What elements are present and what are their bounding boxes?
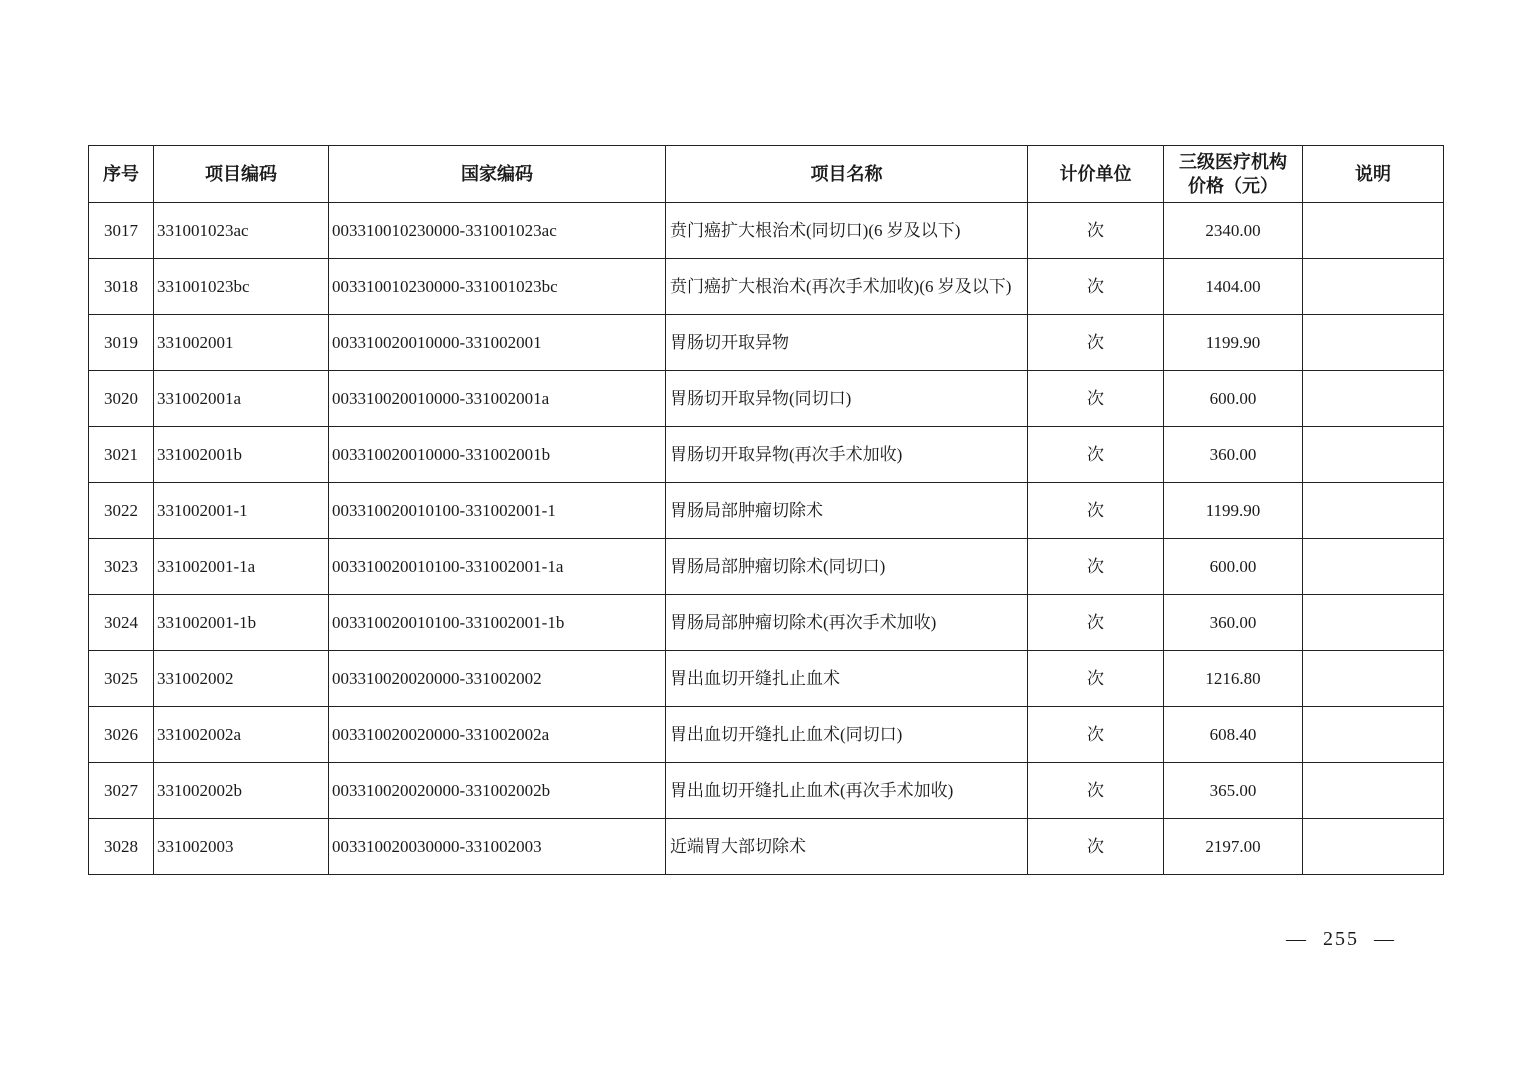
cell-note (1303, 371, 1444, 427)
cell-unit: 次 (1028, 819, 1164, 875)
cell-project-code: 331002002a (154, 707, 329, 763)
cell-unit: 次 (1028, 539, 1164, 595)
cell-national-code: 003310010230000-331001023ac (329, 203, 666, 259)
cell-note (1303, 763, 1444, 819)
cell-project-name: 胃出血切开缝扎止血术 (666, 651, 1028, 707)
cell-seq: 3023 (89, 539, 154, 595)
cell-unit: 次 (1028, 483, 1164, 539)
cell-seq: 3026 (89, 707, 154, 763)
cell-seq: 3028 (89, 819, 154, 875)
cell-project-code: 331002001a (154, 371, 329, 427)
cell-project-code: 331001023ac (154, 203, 329, 259)
cell-unit: 次 (1028, 763, 1164, 819)
cell-price: 600.00 (1164, 371, 1303, 427)
table-header (89, 146, 1444, 203)
page-number: — 255 — (1286, 928, 1396, 950)
table-row (89, 819, 1444, 875)
cell-seq: 3019 (89, 315, 154, 371)
cell-project-name: 胃肠切开取异物(再次手术加收) (666, 427, 1028, 483)
cell-price: 2197.00 (1164, 819, 1303, 875)
cell-national-code: 003310020030000-331002003 (329, 819, 666, 875)
medical-price-table (88, 145, 1444, 875)
table-row (89, 203, 1444, 259)
cell-project-name: 胃肠局部肿瘤切除术(同切口) (666, 539, 1028, 595)
cell-project-name: 胃肠局部肿瘤切除术(再次手术加收) (666, 595, 1028, 651)
cell-national-code: 003310020010100-331002001-1a (329, 539, 666, 595)
header-price (1164, 146, 1303, 203)
cell-national-code: 003310020010100-331002001-1b (329, 595, 666, 651)
cell-project-name: 贲门癌扩大根治术(再次手术加收)(6 岁及以下) (666, 259, 1028, 315)
cell-project-name: 贲门癌扩大根治术(同切口)(6 岁及以下) (666, 203, 1028, 259)
cell-seq: 3021 (89, 427, 154, 483)
cell-national-code: 003310020020000-331002002 (329, 651, 666, 707)
cell-project-code: 331002001-1a (154, 539, 329, 595)
header-unit: 计价单位 (1028, 146, 1164, 203)
table-row (89, 427, 1444, 483)
cell-price: 600.00 (1164, 539, 1303, 595)
cell-price: 1199.90 (1164, 483, 1303, 539)
cell-note (1303, 427, 1444, 483)
cell-seq: 3025 (89, 651, 154, 707)
cell-seq: 3027 (89, 763, 154, 819)
cell-national-code: 003310020020000-331002002a (329, 707, 666, 763)
cell-project-code: 331002001 (154, 315, 329, 371)
table-row (89, 763, 1444, 819)
cell-national-code: 003310010230000-331001023bc (329, 259, 666, 315)
header-price-line1: 三级医疗机构 (1179, 152, 1287, 172)
cell-unit: 次 (1028, 203, 1164, 259)
cell-note (1303, 819, 1444, 875)
cell-project-name: 胃肠切开取异物(同切口) (666, 371, 1028, 427)
cell-project-code: 331001023bc (154, 259, 329, 315)
cell-note (1303, 483, 1444, 539)
cell-note (1303, 651, 1444, 707)
cell-national-code: 003310020010000-331002001b (329, 427, 666, 483)
table-row (89, 371, 1444, 427)
cell-project-name: 胃出血切开缝扎止血术(同切口) (666, 707, 1028, 763)
cell-unit: 次 (1028, 707, 1164, 763)
cell-price: 1216.80 (1164, 651, 1303, 707)
cell-price: 1199.90 (1164, 315, 1303, 371)
cell-seq: 3018 (89, 259, 154, 315)
cell-note (1303, 539, 1444, 595)
table-body (89, 203, 1444, 875)
cell-unit: 次 (1028, 371, 1164, 427)
cell-note (1303, 259, 1444, 315)
cell-price: 1404.00 (1164, 259, 1303, 315)
table-row (89, 707, 1444, 763)
table-row (89, 315, 1444, 371)
cell-note (1303, 707, 1444, 763)
cell-note (1303, 315, 1444, 371)
cell-unit: 次 (1028, 427, 1164, 483)
table-row (89, 539, 1444, 595)
cell-project-code: 331002001-1b (154, 595, 329, 651)
table-row (89, 651, 1444, 707)
cell-unit: 次 (1028, 315, 1164, 371)
cell-project-name: 胃出血切开缝扎止血术(再次手术加收) (666, 763, 1028, 819)
cell-project-name: 近端胃大部切除术 (666, 819, 1028, 875)
cell-seq: 3020 (89, 371, 154, 427)
cell-national-code: 003310020010100-331002001-1 (329, 483, 666, 539)
header-national-code: 国家编码 (329, 146, 666, 203)
cell-unit: 次 (1028, 595, 1164, 651)
cell-project-code: 331002001b (154, 427, 329, 483)
cell-national-code: 003310020010000-331002001 (329, 315, 666, 371)
cell-note (1303, 203, 1444, 259)
header-row (89, 146, 1444, 203)
cell-project-code: 331002002b (154, 763, 329, 819)
cell-national-code: 003310020010000-331002001a (329, 371, 666, 427)
cell-price: 2340.00 (1164, 203, 1303, 259)
table-row (89, 483, 1444, 539)
cell-seq: 3024 (89, 595, 154, 651)
cell-price: 608.40 (1164, 707, 1303, 763)
cell-project-code: 331002001-1 (154, 483, 329, 539)
cell-unit: 次 (1028, 259, 1164, 315)
cell-project-code: 331002002 (154, 651, 329, 707)
cell-seq: 3017 (89, 203, 154, 259)
cell-note (1303, 595, 1444, 651)
header-price-line2: 价格（元） (1188, 176, 1278, 196)
cell-price: 365.00 (1164, 763, 1303, 819)
cell-project-code: 331002003 (154, 819, 329, 875)
header-note: 说明 (1303, 146, 1444, 203)
header-project-name: 项目名称 (666, 146, 1028, 203)
cell-project-name: 胃肠切开取异物 (666, 315, 1028, 371)
cell-seq: 3022 (89, 483, 154, 539)
cell-unit: 次 (1028, 651, 1164, 707)
header-project-code: 项目编码 (154, 146, 329, 203)
cell-price: 360.00 (1164, 427, 1303, 483)
header-seq: 序号 (89, 146, 154, 203)
table-row (89, 595, 1444, 651)
cell-price: 360.00 (1164, 595, 1303, 651)
cell-project-name: 胃肠局部肿瘤切除术 (666, 483, 1028, 539)
table-row (89, 259, 1444, 315)
cell-national-code: 003310020020000-331002002b (329, 763, 666, 819)
